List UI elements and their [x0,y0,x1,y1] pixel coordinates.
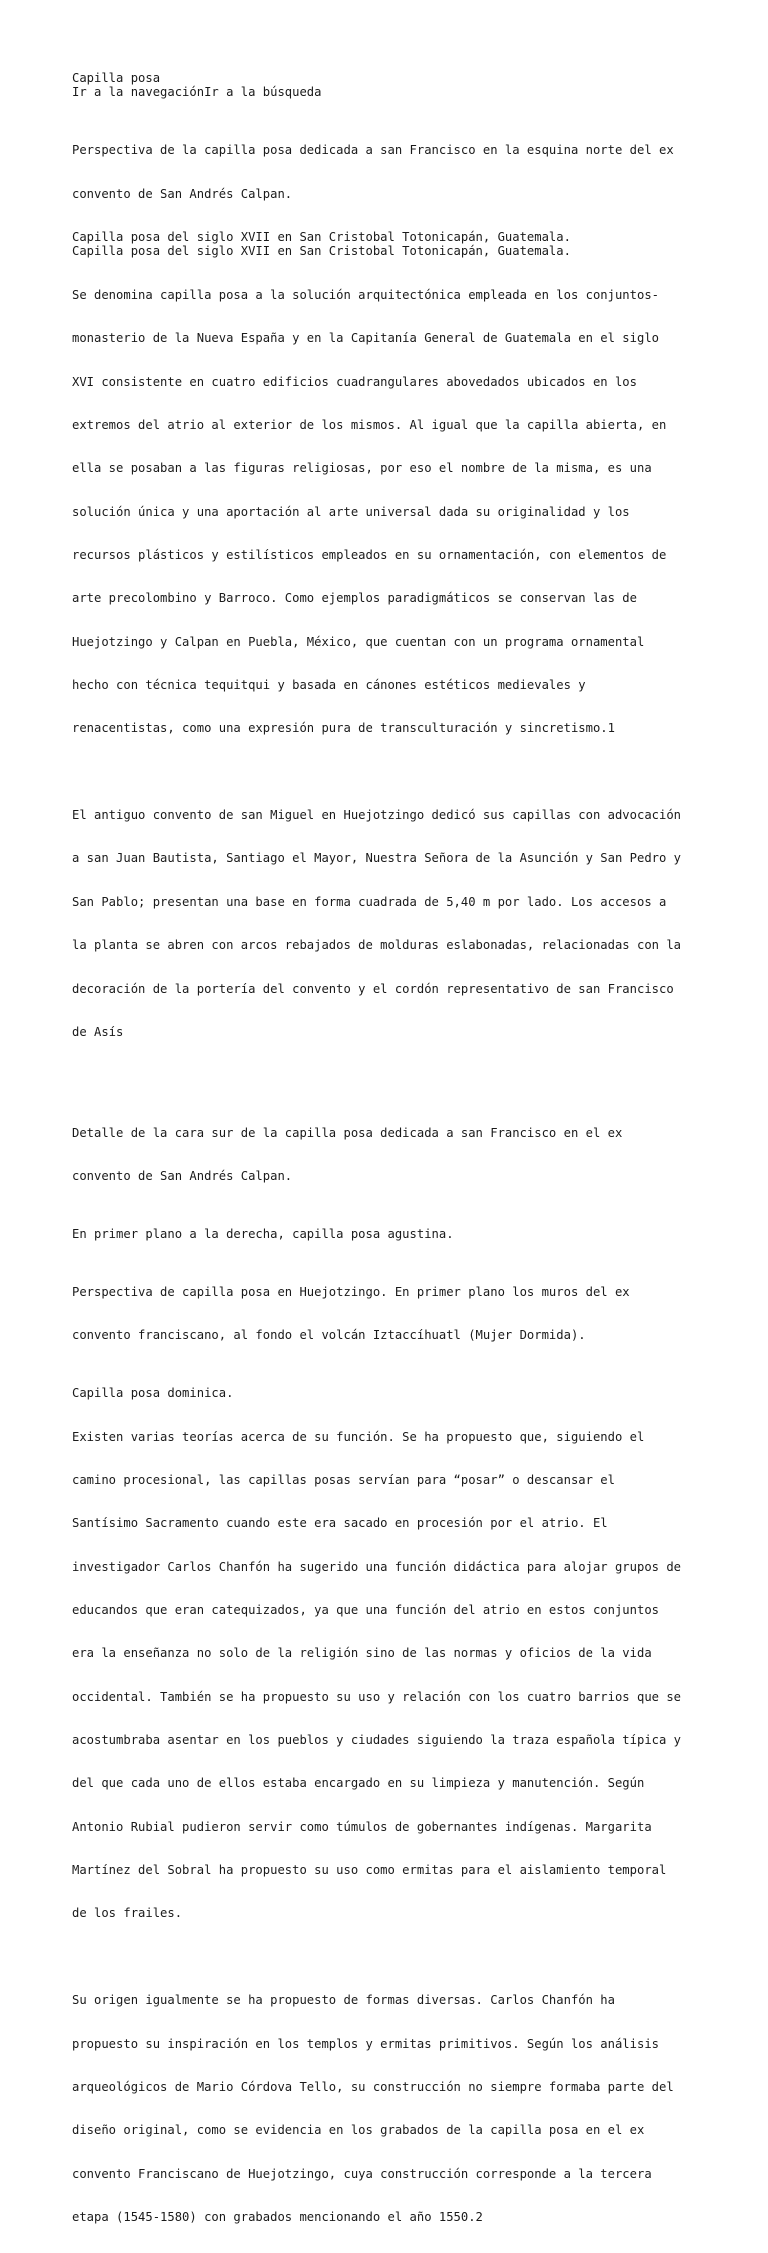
image-caption-dominica: Capilla posa dominica. [72,1386,234,1401]
spacer [72,1372,712,1386]
paragraph-function: Existen varias teorías acerca de su función. Se ha propuesto que, siguiendo el camino procesional, las capillas posas servían para “posar” o descansar el Santísimo Sacramento cuando este era sacado en procesión por el atrio. El investigador Carlos Chanfón ha sugerido una función didáctica para alojar grupos de educandos que eran catequizados, ya que una función del atrio en estos conjuntos era la enseñanza no solo de la religión sino de las normas y oficios de la vida occidental. También se ha propuesto su uso y relación con los cuatro barrios que se acostumbraba asentar en los pueblos y ciudades siguiendo la traza española típica y del que cada uno de ellos estaba encargado en su limpieza y manutención. Según Antonio Rubial pudieron servir como túmulos de gobernantes indígenas. Margarita Martínez del Sobral ha propuesto su uso como ermitas para el aislamiento temporal de los frailes. [72,1429,682,1921]
document-page [72,71,712,2253]
spacer [72,1213,712,1227]
image-caption-totonicapan-duplicate: Capilla posa del siglo XVII en San Cristobal Totonicapán, Guatemala. [72,244,571,259]
spacer [72,1242,712,1256]
spacer [72,1950,712,1964]
image-caption-totonicapan: Capilla posa del siglo XVII en San Cristobal Totonicapán, Guatemala. [72,229,571,244]
document-title: Capilla posa [72,71,161,85]
skip-navigation-links[interactable]: Ir a la navegaciónIr a la búsqueda [72,85,322,100]
image-caption-calpan-north: Perspectiva de la capilla posa dedicada a san Francisco en la esquina norte del ex convento de San Andrés Calpan. [72,143,674,201]
paragraph-origin: Su origen igualmente se ha propuesto de formas diversas. Carlos Chanfón ha propuesto su inspiración en los templos y ermitas primitivos. Según los análisis arqueológicos de Mario Córdova Tello, su construcción no siempre formaba parte del diseño original, como se evidencia en los grabados de la capilla posa en el ex convento Franciscano de Huejotzingo, cuya construcción corresponde a la tercera etapa (1545-1580) con grabados mencionando el año 1550.2 [72,1993,674,2224]
image-caption-calpan-south: Detalle de la cara sur de la capilla posa dedicada a san Francisco en el ex convento de San Andrés Calpan. [72,1126,623,1184]
paragraph-definition: Se denomina capilla posa a la solución arquitectónica empleada en los conjuntos- monasterio de la Nueva España y en la Capitanía General de Guatemala en el siglo XVI consistente en cuatro edificios cuadrangulares abovedados ubicados en los extremos del atrio al exterior de los mismos. Al igual que la capilla abierta, en ella se posaban a las figuras religiosas, por eso el nombre de la misma, es una solución única y una aportación al arte universal dada su originalidad y los recursos plásticos y estilísticos empleados en su ornamentación, con elementos de arte precolombino y Barroco. Como ejemplos paradigmáticos se conservan las de Huejotzingo y Calpan en Puebla, México, que cuentan con un programa ornamental hecho con técnica tequitqui y basada en cánones estéticos medievales y renacentistas, como una expresión pura de transculturación y sincretismo.1 [72,287,667,736]
image-caption-agustina: En primer plano a la derecha, capilla posa agustina. [72,1227,454,1242]
spacer [72,100,712,114]
paragraph-huejotzingo: El antiguo convento de san Miguel en Huejotzingo dedicó sus capillas con advocación a san Juan Bautista, Santiago el Mayor, Nuestra Señora de la Asunción y San Pedro y San Pablo; presentan una base en forma cuadrada de 5,40 m por lado. Los accesos a la planta se abren con arcos rebajados de molduras eslabonadas, relacionadas con la decoración de la portería del convento y el cordón representativo de san Francisco de Asís [72,808,682,1039]
image-caption-huejotzingo-perspective: Perspectiva de capilla posa en Huejotzingo. En primer plano los muros del ex convento franciscano, al fondo el volcán Iztaccíhuatl (Mujer Dormida). [72,1284,630,1343]
spacer [72,765,712,779]
spacer [72,1068,712,1097]
